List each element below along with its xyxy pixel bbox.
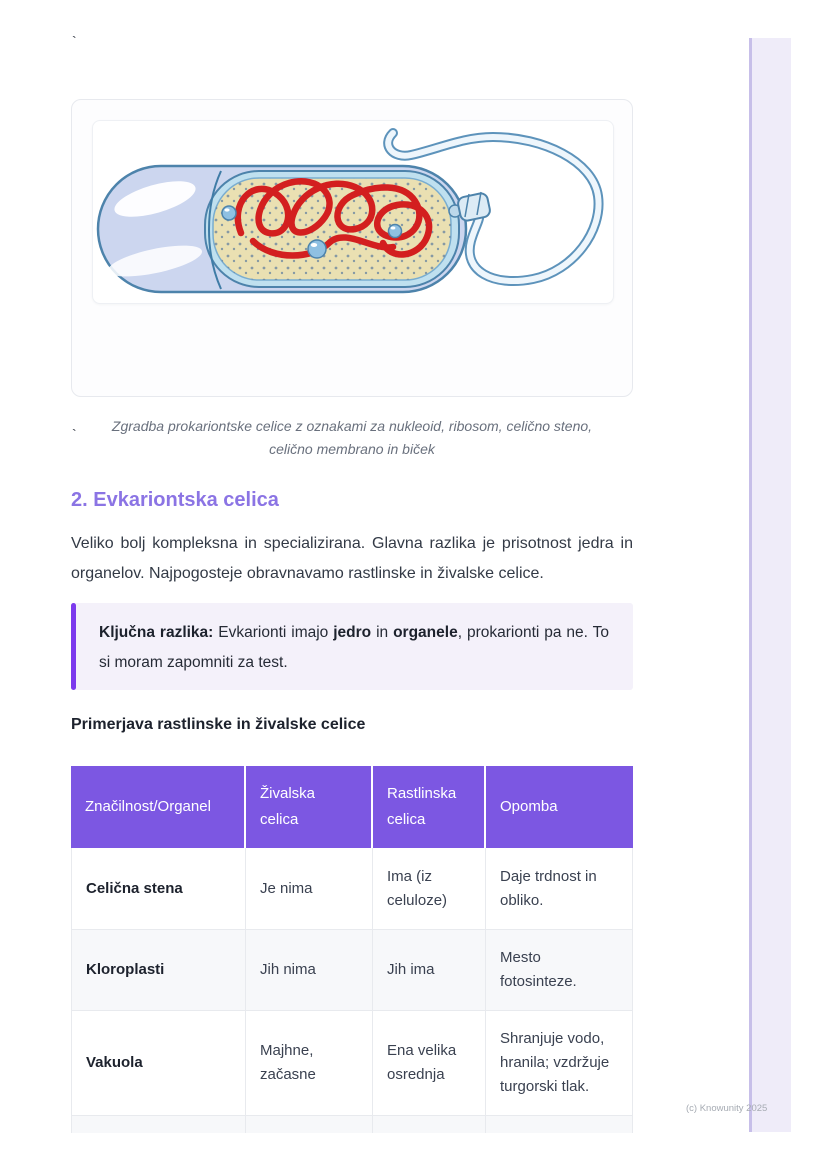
callout-text-3: , prokarionti pa ne. To si moram zapomniti za test. xyxy=(99,624,609,671)
header-cell-animal: Živalska celica xyxy=(246,766,373,848)
table-header-row xyxy=(71,766,633,848)
table-row xyxy=(71,1011,633,1116)
page-margin-bar xyxy=(749,38,791,1132)
callout-bold-organele: organele xyxy=(393,624,458,641)
callout-lead: Ključna razlika: xyxy=(99,624,214,641)
callout-accent-bar xyxy=(71,603,76,690)
cell-animal: Je nima xyxy=(246,848,373,930)
callout-text xyxy=(99,618,609,678)
header-cell-plant: Rastlinska celica xyxy=(373,766,486,848)
table-row xyxy=(71,848,633,930)
table-title: Primerjava rastlinske in živalske celice xyxy=(71,716,366,733)
stray-backtick-top: ` xyxy=(72,33,77,49)
cell-note: Daje trdnost in obliko. xyxy=(486,848,633,930)
comparison-table xyxy=(71,766,633,1133)
callout-bold-jedro: jedro xyxy=(333,624,372,641)
key-difference-callout xyxy=(71,603,633,690)
callout-text-1: Evkarionti imajo xyxy=(213,624,334,641)
table-row-clipped xyxy=(71,1116,633,1133)
cell-plant: Ima (iz celuloze) xyxy=(373,848,486,930)
section-paragraph: Veliko bolj kompleksna in specializirana. Glavna razlika je prisotnost jedra in organelov. Najpogosteje obravnavamo rastlinske in živalske celice. xyxy=(71,535,633,582)
cell-plant: Ena velika osrednja xyxy=(373,1011,486,1116)
cell-feature: Kloroplasti xyxy=(71,930,246,1011)
header-cell-note: Opomba xyxy=(486,766,633,848)
figure-card xyxy=(71,99,633,457)
comparison-table-wrapper xyxy=(71,766,633,1133)
cell-feature: Celična stena xyxy=(71,848,246,930)
cell-plant: Jih ima xyxy=(373,930,486,1011)
cell-animal: Jih nima xyxy=(246,930,373,1011)
cell-note: Mesto fotosinteze. xyxy=(486,930,633,1011)
stray-backtick-middle: ` xyxy=(72,426,77,442)
cell-note: Shranjuje vodo, hranila; vzdržuje turgorski tlak. xyxy=(486,1011,633,1116)
callout-text-2: in xyxy=(371,624,394,641)
section-heading: 2. Evkariontska celica xyxy=(71,489,279,511)
header-cell-feature: Značilnost/Organel xyxy=(71,766,246,848)
prokaryotic-cell-illustration xyxy=(92,120,614,304)
table-row xyxy=(71,930,633,1011)
figure-caption: Zgradba prokariontske celice z oznakami za nukleoid, ribosom, celično steno, celično membrano in biček xyxy=(111,418,593,457)
knowunity-watermark: (c) Knowunity 2025 xyxy=(686,1103,768,1114)
cell-drawing xyxy=(93,121,613,303)
cell-feature: Vakuola xyxy=(71,1011,246,1116)
cell-animal: Majhne, začasne xyxy=(246,1011,373,1116)
